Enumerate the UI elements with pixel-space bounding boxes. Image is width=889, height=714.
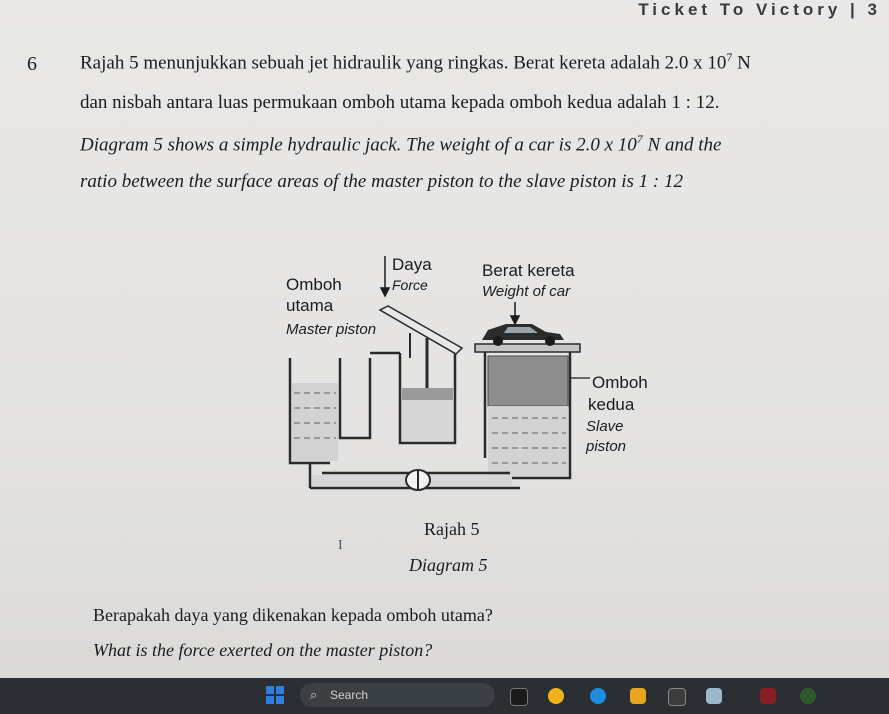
slave-fluid bbox=[488, 406, 568, 476]
car-icon bbox=[482, 324, 564, 346]
line3-text: Diagram 5 shows a simple hydraulic jack. The weight of a car is 2.0 x 10 bbox=[80, 134, 637, 156]
car-platform bbox=[475, 344, 580, 352]
label-berat-kereta: Berat kereta bbox=[482, 261, 575, 280]
label-omboh: Omboh bbox=[286, 275, 342, 294]
question-line-4: ratio between the surface areas of the master piston to the slave piston is 1 : 12 bbox=[80, 171, 684, 192]
label-omboh-kedua-1: Omboh bbox=[592, 373, 648, 392]
hydraulic-jack-diagram bbox=[270, 248, 670, 498]
question-ms: Berapakah daya yang dikenakan kepada omboh utama? bbox=[93, 605, 493, 625]
question-en: What is the force exerted on the master piston? bbox=[93, 640, 433, 660]
question-number: 6 bbox=[27, 53, 37, 75]
reservoir-fluid bbox=[292, 383, 338, 461]
line1-exponent: 7 bbox=[726, 50, 733, 64]
lever-arm bbox=[380, 306, 462, 354]
question-line-3 bbox=[80, 132, 721, 156]
taskbar-folder-icon[interactable] bbox=[630, 688, 646, 704]
line1-text: Rajah 5 menunjukkan sebuah jet hidraulik yang ringkas. Berat kereta adalah 2.0 x 10 bbox=[80, 52, 727, 74]
label-daya: Daya bbox=[392, 255, 432, 274]
taskbar-search[interactable] bbox=[300, 683, 495, 707]
label-force: Force bbox=[392, 277, 428, 293]
line3-exponent: 7 bbox=[636, 132, 643, 146]
text-cursor-icon: I bbox=[338, 538, 343, 553]
label-piston: piston bbox=[586, 438, 627, 455]
label-kedua: kedua bbox=[588, 395, 635, 414]
taskbar-app2-icon[interactable] bbox=[706, 688, 722, 704]
taskbar-store-icon[interactable] bbox=[668, 688, 686, 706]
taskbar-app-icon[interactable] bbox=[510, 688, 528, 706]
label-utama: utama bbox=[286, 296, 334, 315]
caption-en: Diagram 5 bbox=[409, 555, 488, 575]
label-slave: Slave bbox=[586, 418, 624, 435]
taskbar bbox=[0, 678, 889, 714]
windows-start-icon[interactable] bbox=[266, 686, 284, 704]
line1-unit: N bbox=[732, 52, 751, 74]
search-label: Search bbox=[330, 688, 369, 702]
weight-arrow bbox=[511, 302, 519, 324]
taskbar-pdf-icon[interactable] bbox=[760, 688, 776, 704]
force-arrow bbox=[381, 256, 389, 296]
taskbar-app3-icon[interactable] bbox=[800, 688, 816, 704]
taskbar-edge-icon[interactable] bbox=[590, 688, 606, 704]
slave-piston-block bbox=[488, 356, 568, 406]
question-line-1 bbox=[80, 50, 751, 74]
taskbar-photos-icon[interactable] bbox=[548, 688, 564, 704]
master-fluid bbox=[402, 398, 453, 441]
caption-ms: Rajah 5 bbox=[424, 519, 480, 539]
master-piston-block bbox=[402, 388, 453, 400]
search-icon: ⌕ bbox=[310, 687, 318, 702]
page-header-title: Ticket To Victory | 3 bbox=[638, 0, 881, 19]
valve-icon bbox=[406, 470, 430, 490]
label-master-piston: Master piston bbox=[286, 321, 377, 338]
line3-tail: N and the bbox=[642, 134, 722, 156]
question-line-2: dan nisbah antara luas permukaan omboh utama kepada omboh kedua adalah 1 : 12. bbox=[80, 92, 720, 113]
label-weight-of-car: Weight of car bbox=[482, 283, 571, 300]
